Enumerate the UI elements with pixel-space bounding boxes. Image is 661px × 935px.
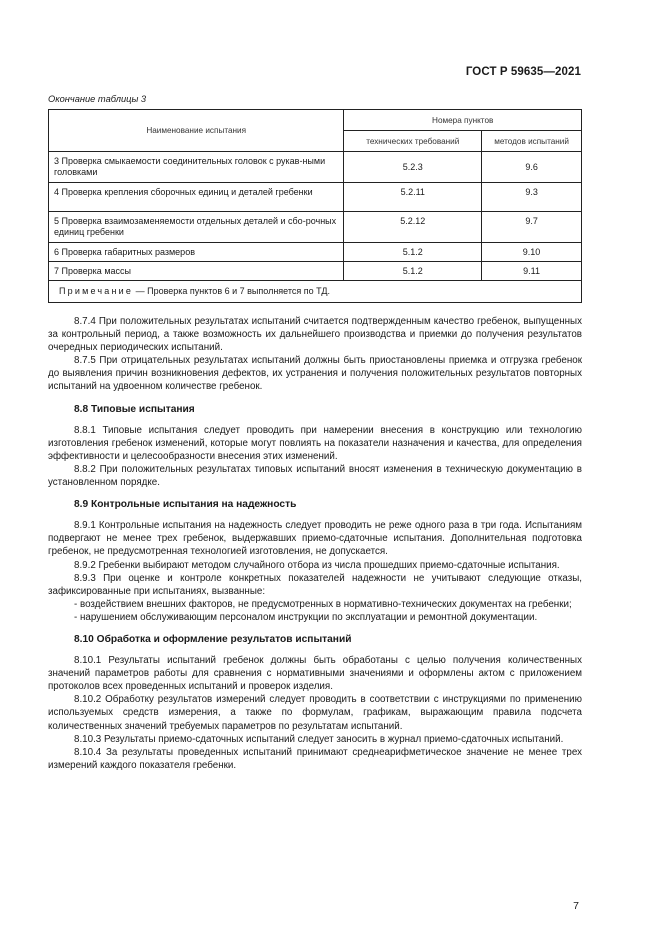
table-caption: Окончание таблицы 3 <box>48 94 147 104</box>
test-name: 3 Проверка смыкаемости соединительных головок с рукав-ными головками <box>49 152 344 183</box>
test-name: 6 Проверка габаритных размеров <box>49 243 344 262</box>
tech-clause: 5.2.11 <box>344 183 482 212</box>
tests-table <box>48 109 582 303</box>
method-clause: 9.7 <box>482 212 582 243</box>
note-text: — Проверка пунктов 6 и 7 выполняется по ТД. <box>133 286 330 296</box>
paragraph-8-9-3: 8.9.3 При оценке и контроле конкретных показателей надежности не учитывают следующие отказы, зафиксированные при испытаниях, вызванные: <box>48 572 582 597</box>
table-row <box>49 183 582 212</box>
section-heading-8-10: 8.10 Обработка и оформление результатов испытаний <box>74 633 352 645</box>
paragraph-8-9-1: 8.9.1 Контрольные испытания на надежность следует проводить не реже одного раза в три года. Испытаниям подвергают не менее трех гребенок, выдержавших приемо-сдаточные испытания. Дополнительная подготовка гребенок, не предусмотренная технологией изготовления, не допускается. <box>48 520 582 558</box>
table-row <box>49 243 582 262</box>
table-row <box>49 262 582 281</box>
table-row <box>49 212 582 243</box>
test-name: 5 Проверка взаимозаменяемости отдельных деталей и сбо-рочных единиц гребенки <box>49 212 344 243</box>
tech-clause: 5.2.12 <box>344 212 482 243</box>
body-text <box>48 315 582 772</box>
method-clause: 9.11 <box>482 262 582 281</box>
paragraph-8-10-3: 8.10.3 Результаты приемо-сдаточных испытаний следует заносить в журнал приемо-сдаточных испытаний. <box>74 733 564 745</box>
method-clause: 9.3 <box>482 183 582 212</box>
method-clause: 9.10 <box>482 243 582 262</box>
section-heading-8-9: 8.9 Контрольные испытания на надежность <box>74 499 297 511</box>
paragraph-8-7-5: 8.7.5 При отрицательных результатах испытаний должны быть приостановлены приемка и отгрузка гребенок до выявления причин возникновения дефектов, их устранения и получения положительных результатов повторных испытаний на удвоенном количестве гребенок. <box>48 355 582 393</box>
note-label: Примечание <box>59 286 134 296</box>
paragraph-8-10-2: 8.10.2 Обработку результатов измерений следует проводить в соответствии с инструкциями по применению используемых средств измерения, а также по формулам, графикам, выражающим правила подсчета количественных значений требуемых параметров по результатам испытаний. <box>48 694 582 732</box>
header-clause-numbers: Номера пунктов <box>344 110 582 131</box>
table-note <box>49 281 582 303</box>
document-code: ГОСТ Р 59635—2021 <box>465 66 581 78</box>
tech-clause: 5.1.2 <box>344 243 482 262</box>
paragraph-8-8-1: 8.8.1 Типовые испытания следует проводить при намерении внесения в конструкцию или технологию изготовления гребенок изменений, которые могут повлиять на показатели назначения и качества, для определения эффективности и целесообразности внесения этих изменений. <box>48 424 582 462</box>
section-heading-8-8: 8.8 Типовые испытания <box>74 403 195 415</box>
page-number: 7 <box>573 900 579 912</box>
paragraph-8-8-2: 8.8.2 При положительных результатах типовых испытаний вносят изменения в техническую документацию в установленном порядке. <box>48 463 582 489</box>
header-tech-requirements: технических требований <box>344 131 482 152</box>
tech-clause: 5.2.3 <box>344 152 482 183</box>
list-item: - нарушением обслуживающим персоналом инструкции по эксплуатации и ремонтной документации. <box>74 611 538 623</box>
paragraph-8-9-2: 8.9.2 Гребенки выбирают методом случайного отбора из числа прошедших приемо-сдаточные испытания. <box>74 559 560 571</box>
test-name: 4 Проверка крепления сборочных единиц и деталей гребенки <box>49 183 344 212</box>
header-test-name: Наименование испытания <box>49 110 344 152</box>
paragraph-8-10-4: 8.10.4 За результаты проведенных испытаний принимают среднеарифметическое значение не менее трех измерений каждого показателя гребенки. <box>48 746 582 771</box>
paragraph-8-7-4: 8.7.4 При положительных результатах испытаний считается подтвержденным качество гребенок, выпущенных за контрольный период, а также возможность их дальнейшего производства и приемки до получения результатов очередных периодических испытаний. <box>48 316 582 354</box>
header-test-methods: методов испытаний <box>482 131 582 152</box>
table-note-row <box>49 281 582 303</box>
test-name: 7 Проверка массы <box>49 262 344 281</box>
list-item: - воздействием внешних факторов, не предусмотренных в нормативно-технических документах на гребенки; <box>74 598 572 610</box>
paragraph-8-10-1: 8.10.1 Результаты испытаний гребенок должны быть обработаны с целью получения количественных значений параметров работы для сравнения с нормативными значениями и оформлены актом с приложением протоколов всех проведенных испытаний и проверок изделия. <box>48 655 582 693</box>
method-clause: 9.6 <box>482 152 582 183</box>
tech-clause: 5.1.2 <box>344 262 482 281</box>
table-row <box>49 152 582 183</box>
